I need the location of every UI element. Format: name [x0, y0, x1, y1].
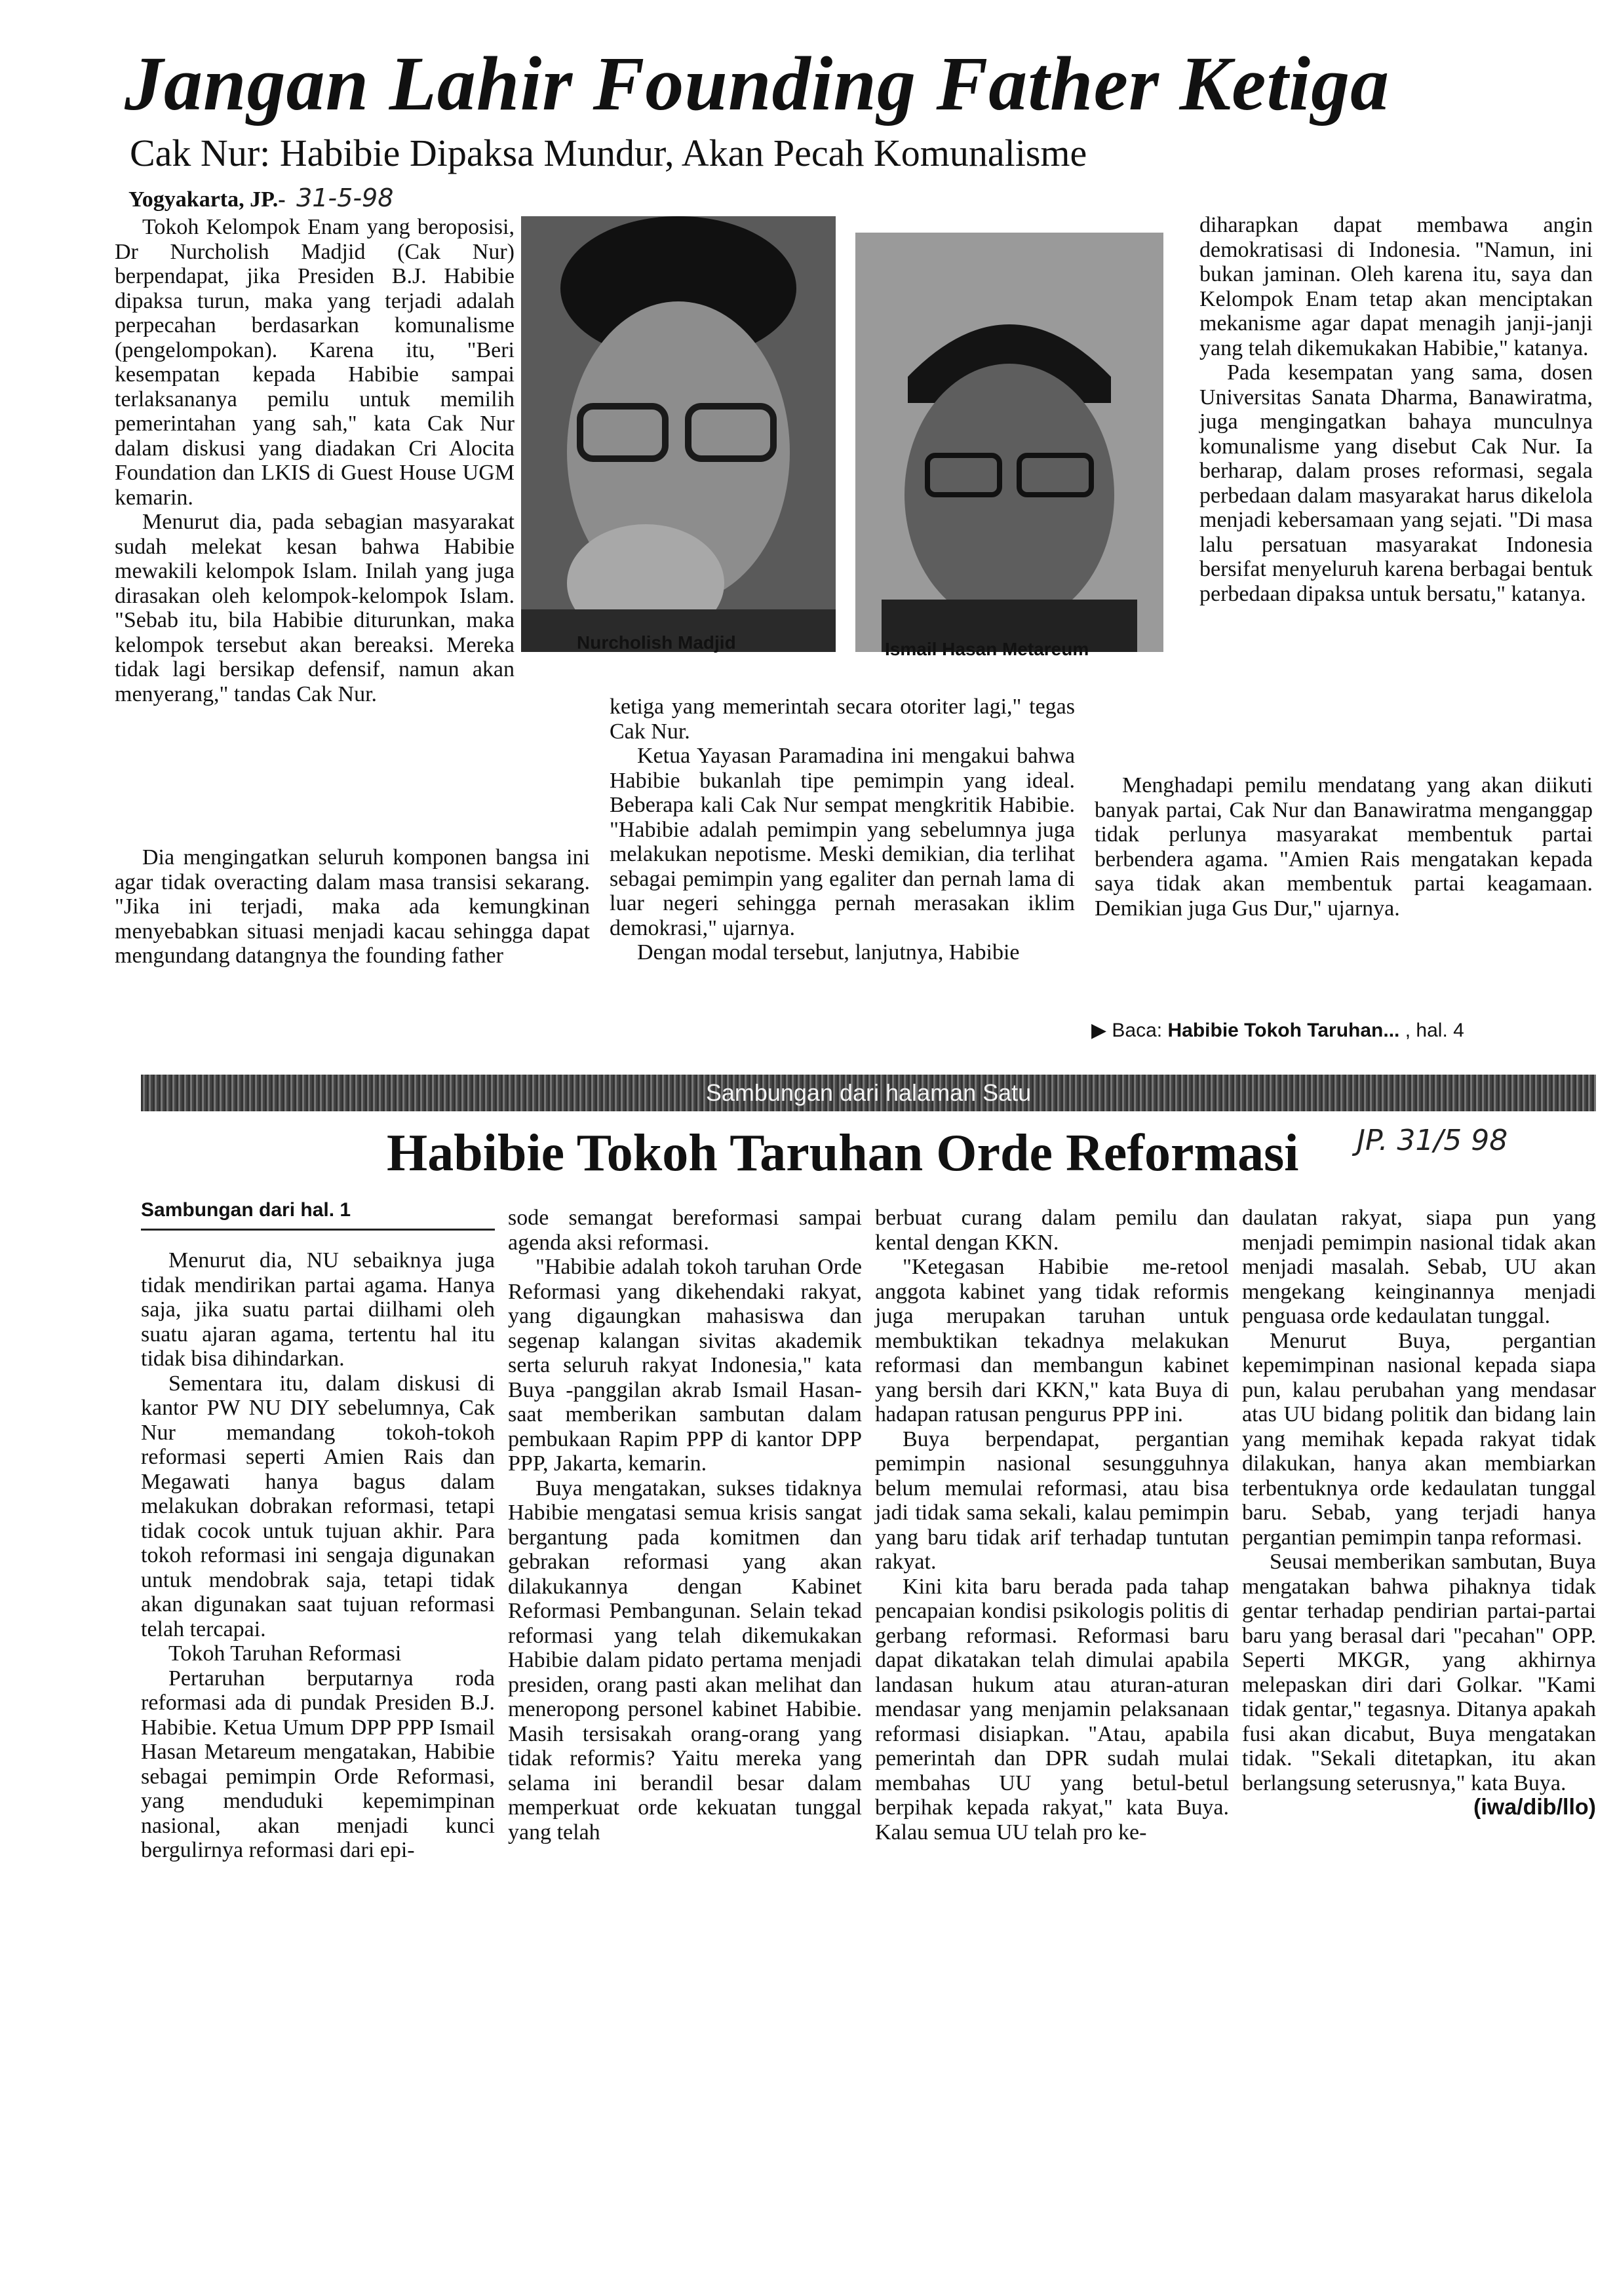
continuation-reference: [1091, 1019, 1464, 1042]
play-arrow-icon: ▶: [1091, 1020, 1107, 1041]
photo-caption-left: Nurcholish Madjid: [577, 632, 736, 653]
continuation-banner: Sambungan dari halaman Satu: [141, 1075, 1596, 1111]
label-underline: [141, 1229, 495, 1231]
top-column-1-lower: [115, 845, 590, 968]
top-column-1: [115, 215, 515, 706]
reference-page: , hal. 4: [1405, 1020, 1464, 1041]
bottom-handwritten-date: JP. 31/5 98: [1357, 1124, 1508, 1157]
bottom-column-3: [875, 1206, 1229, 1845]
top-column-2: [610, 695, 1075, 965]
headline: Jangan Lahir Founding Father Ketiga: [125, 41, 1390, 126]
paragraph: "Habibie adalah tokoh taruhan Orde Reformasi yang dikehendaki rakyat, yang digaungkan mahasiswa dan segenap kalangan sivitas akademik serta seluruh rakyat Indonesia," kata Buya -panggilan akrab Ismail Hasan- saat memberikan sambutan dalam pembukaan Rapim PPP di kantor DPP PPP, Jakarta, kemarin.: [508, 1255, 862, 1476]
bottom-column-4: [1242, 1206, 1596, 1820]
portrait-image: [855, 233, 1163, 652]
bottom-headline: Habibie Tokoh Taruhan Orde Reformasi: [387, 1124, 1299, 1182]
paragraph: "Ketegasan Habibie me-retool anggota kabinet yang tidak reformis juga merupakan taruhan untuk membuktikan tekadnya melakukan reformasi dan membangun kabinet yang bersih dari KKN," kata Buya di hadapan ratusan pengurus PPP ini.: [875, 1255, 1229, 1426]
continuation-label: Sambungan dari hal. 1: [141, 1199, 351, 1221]
paragraph: Menurut dia, NU sebaiknya juga tidak mendirikan partai agama. Hanya saja, jika suatu partai diilhami oleh suatu ajaran agama, tertentu hal itu tidak bisa dihindarkan.: [141, 1248, 495, 1371]
dateline-block: [128, 183, 393, 212]
signature: (iwa/dib/llo): [1473, 1795, 1596, 1820]
reference-prefix: Baca:: [1112, 1020, 1163, 1041]
photo-ismail-hasan-metareum: [855, 233, 1163, 652]
paragraph: Seusai memberikan sambutan, Buya mengatakan bahwa pihaknya tidak gentar terhadap pendirian partai-partai baru yang berasal dari "pecahan" OPP. Seperti MKGR, yang akhirnya melepaskan diri dari Golkar. "Kami tidak gentar," tegasnya. Ditanya apakah fusi akan dicabut, Buya mengatakan tidak. "Sekali ditetapkan, itu akan berlangsung seterusnya," kata Buya.: [1242, 1550, 1596, 1795]
paragraph: Pertaruhan berputarnya roda reformasi ada di pundak Presiden B.J. Habibie. Ketua Umum DPP PPP Ismail Hasan Metareum mengatakan, Habibie sebagai pemimpin Orde Reformasi, yang menduduki kepemimpinan nasional, akan menjadi kunci bergulirnya reformasi dari epi-: [141, 1666, 495, 1862]
paragraph: Sementara itu, dalam diskusi di kantor PW NU DIY sebelumnya, Cak Nur memandang tokoh-tokoh reformasi seperti Amien Rais dan Megawati hanya bagus dalam melakukan dobrakan reformasi, tetapi tidak cocok untuk tujuan akhir. Para tokoh reformasi ini sengaja digunakan untuk mendobrak saja, tetapi tidak akan digunakan saat tujuan reformasi telah tercapai.: [141, 1371, 495, 1641]
paragraph: daulatan rakyat, siapa pun yang menjadi pemimpin nasional tidak akan menjadi masalah. Sebab, UU akan mengekang keinginannya menjadi penguasa orde kedaulatan tunggal.: [1242, 1206, 1596, 1328]
handwritten-date: 31-5-98: [296, 183, 394, 212]
subheading: Tokoh Taruhan Reformasi: [168, 1641, 402, 1666]
paragraph: Menurut Buya, pergantian kepemimpinan nasional kepada siapa pun, kalau perubahan yang mendasar atas UU bidang politik dan bidang lain yang memihak kepada rakyat tidak dilakukan, hanya akan membiarkan terbentuknya orde kedaulatan tunggal baru. Sebab, yang terjadi hanya pergantian pemimpin tanpa reformasi.: [1242, 1328, 1596, 1550]
reference-title: Habibie Tokoh Taruhan...: [1167, 1020, 1400, 1041]
paragraph: Dengan modal tersebut, lanjutnya, Habibie: [637, 940, 1020, 965]
paragraph: ketiga yang memerintah secara otoriter lagi," tegas Cak Nur.: [610, 695, 1075, 744]
paragraph: Pada kesempatan yang sama, dosen Universitas Sanata Dharma, Banawiratma, juga mengingatkan bahaya munculnya komunalisme yang disebut Cak Nur. Ia berharap, dalam proses reformasi, segala perbedaan dalam masyarakat harus dikelola menjadi kebersamaan yang sejati. "Di masa lalu persatuan masyarakat Indonesia bersifat menyeluruh karena berbagai bentuk perbedaan dipaksa untuk bersatu," katanya.: [1199, 360, 1593, 606]
photo-caption-right: Ismail Hasan Metareum: [885, 639, 1089, 659]
paragraph: Tokoh Kelompok Enam yang beroposisi, Dr Nurcholish Madjid (Cak Nur) berpendapat, jika Presiden B.J. Habibie dipaksa turun, maka yang terjadi adalah perpecahan berdasarkan komunalisme (pengelompokan). Karena itu, "Beri kesempatan kepada Habibie sampai terlaksananya pemilu untuk memilih pemerintahan yang sah," kata Cak Nur dalam diskusi yang diadakan Cri Alocita Foundation dan LKIS di Guest House UGM kemarin.: [115, 215, 515, 510]
paragraph: Buya mengatakan, sukses tidaknya Habibie mengatasi semua krisis sangat bergantung pada komitmen dan gebrakan reformasi yang akan dilakukannya dengan Kabinet Reformasi Pembangunan. Selain tekad reformasi yang telah dikemukakan Habibie dalam pidato pertama menjadi presiden, orang pasti akan melihat dan meneropong personel kabinet Habibie. Masih tersisakah orang-orang yang tidak reformis? Yaitu mereka yang selama ini berandil besar dalam memperkuat orde kekuatan tunggal yang telah: [508, 1476, 862, 1845]
bottom-column-1: [141, 1248, 495, 1863]
top-column-3: [1199, 213, 1593, 606]
photo-nurcholish-madjid: [521, 216, 836, 652]
paragraph: Kini kita baru berada pada tahap pencapaian kondisi psikologis politis di gerbang reformasi. Reformasi baru dapat dikatakan telah dimulai apabila landasan hukum atau aturan-aturan mendasar yang menjamin pelaksanaan reformasi disiapkan. "Atau, apabila pemerintah dan DPR sudah mulai membahas UU yang betul-betul berpihak kepada rakyat," kata Buya. Kalau semua UU telah pro ke-: [875, 1574, 1229, 1845]
paragraph: Ketua Yayasan Paramadina ini mengakui bahwa Habibie bukanlah tipe pemimpin yang ideal. Beberapa kali Cak Nur sempat mengkritik Habibie. "Habibie adalah pemimpin yang sebelumnya juga melakukan nepotisme. Meski demikian, dia terlihat sebagai pemimpin yang egaliter dan pernah lama di luar negeri sehingga pernah merasakan iklim demokrasi," ujarnya.: [610, 744, 1075, 940]
top-column-3-lower: [1095, 773, 1593, 921]
portrait-image: [521, 216, 836, 652]
subheadline: Cak Nur: Habibie Dipaksa Mundur, Akan Pecah Komunalisme: [130, 132, 1087, 174]
paragraph: sode semangat bereformasi sampai agenda aksi reformasi.: [508, 1206, 862, 1255]
paragraph: diharapkan dapat membawa angin demokratisasi di Indonesia. "Namun, ini bukan jaminan. Oleh karena itu, saya dan Kelompok Enam tetap akan menciptakan mekanisme agar dapat menagih janji-janji yang telah dikemukakan Habibie," katanya.: [1199, 213, 1593, 360]
paragraph: Menurut dia, pada sebagian masyarakat sudah melekat kesan bahwa Habibie mewakili kelompok Islam. Inilah yang juga dirasakan oleh kelompok-kelompok Islam. "Sebab itu, bila Habibie diturunkan, maka kelompok tersebut akan bereaksi. Mereka tidak lagi bersikap defensif, namun akan menyerang," tandas Cak Nur.: [115, 510, 515, 706]
paragraph: berbuat curang dalam pemilu dan kental dengan KKN.: [875, 1206, 1229, 1255]
dateline: Yogyakarta, JP.-: [128, 187, 286, 212]
paragraph: Buya berpendapat, pergantian pemimpin nasional sesungguhnya belum memulai reformasi, atau bisa jadi tidak sama sekali, kalau pemimpin yang baru tidak arif terhadap tuntutan rakyat.: [875, 1426, 1229, 1574]
byline-paragraph: [1242, 1795, 1596, 1820]
bottom-column-2: [508, 1206, 862, 1845]
paragraph: Dia mengingatkan seluruh komponen bangsa ini agar tidak overacting dalam masa transisi sekarang. "Jika ini terjadi, maka ada kemungkinan menyebabkan situasi menjadi kacau sehingga dapat mengundang datangnya the founding father: [115, 845, 590, 968]
paragraph: Menghadapi pemilu mendatang yang akan diikuti banyak partai, Cak Nur dan Banawiratma menganggap tidak perlunya masyarakat membentuk partai berbendera agama. "Amien Rais mengatakan kepada saya tidak akan membentuk partai keagamaan. Demikian juga Gus Dur," ujarnya.: [1095, 773, 1593, 921]
